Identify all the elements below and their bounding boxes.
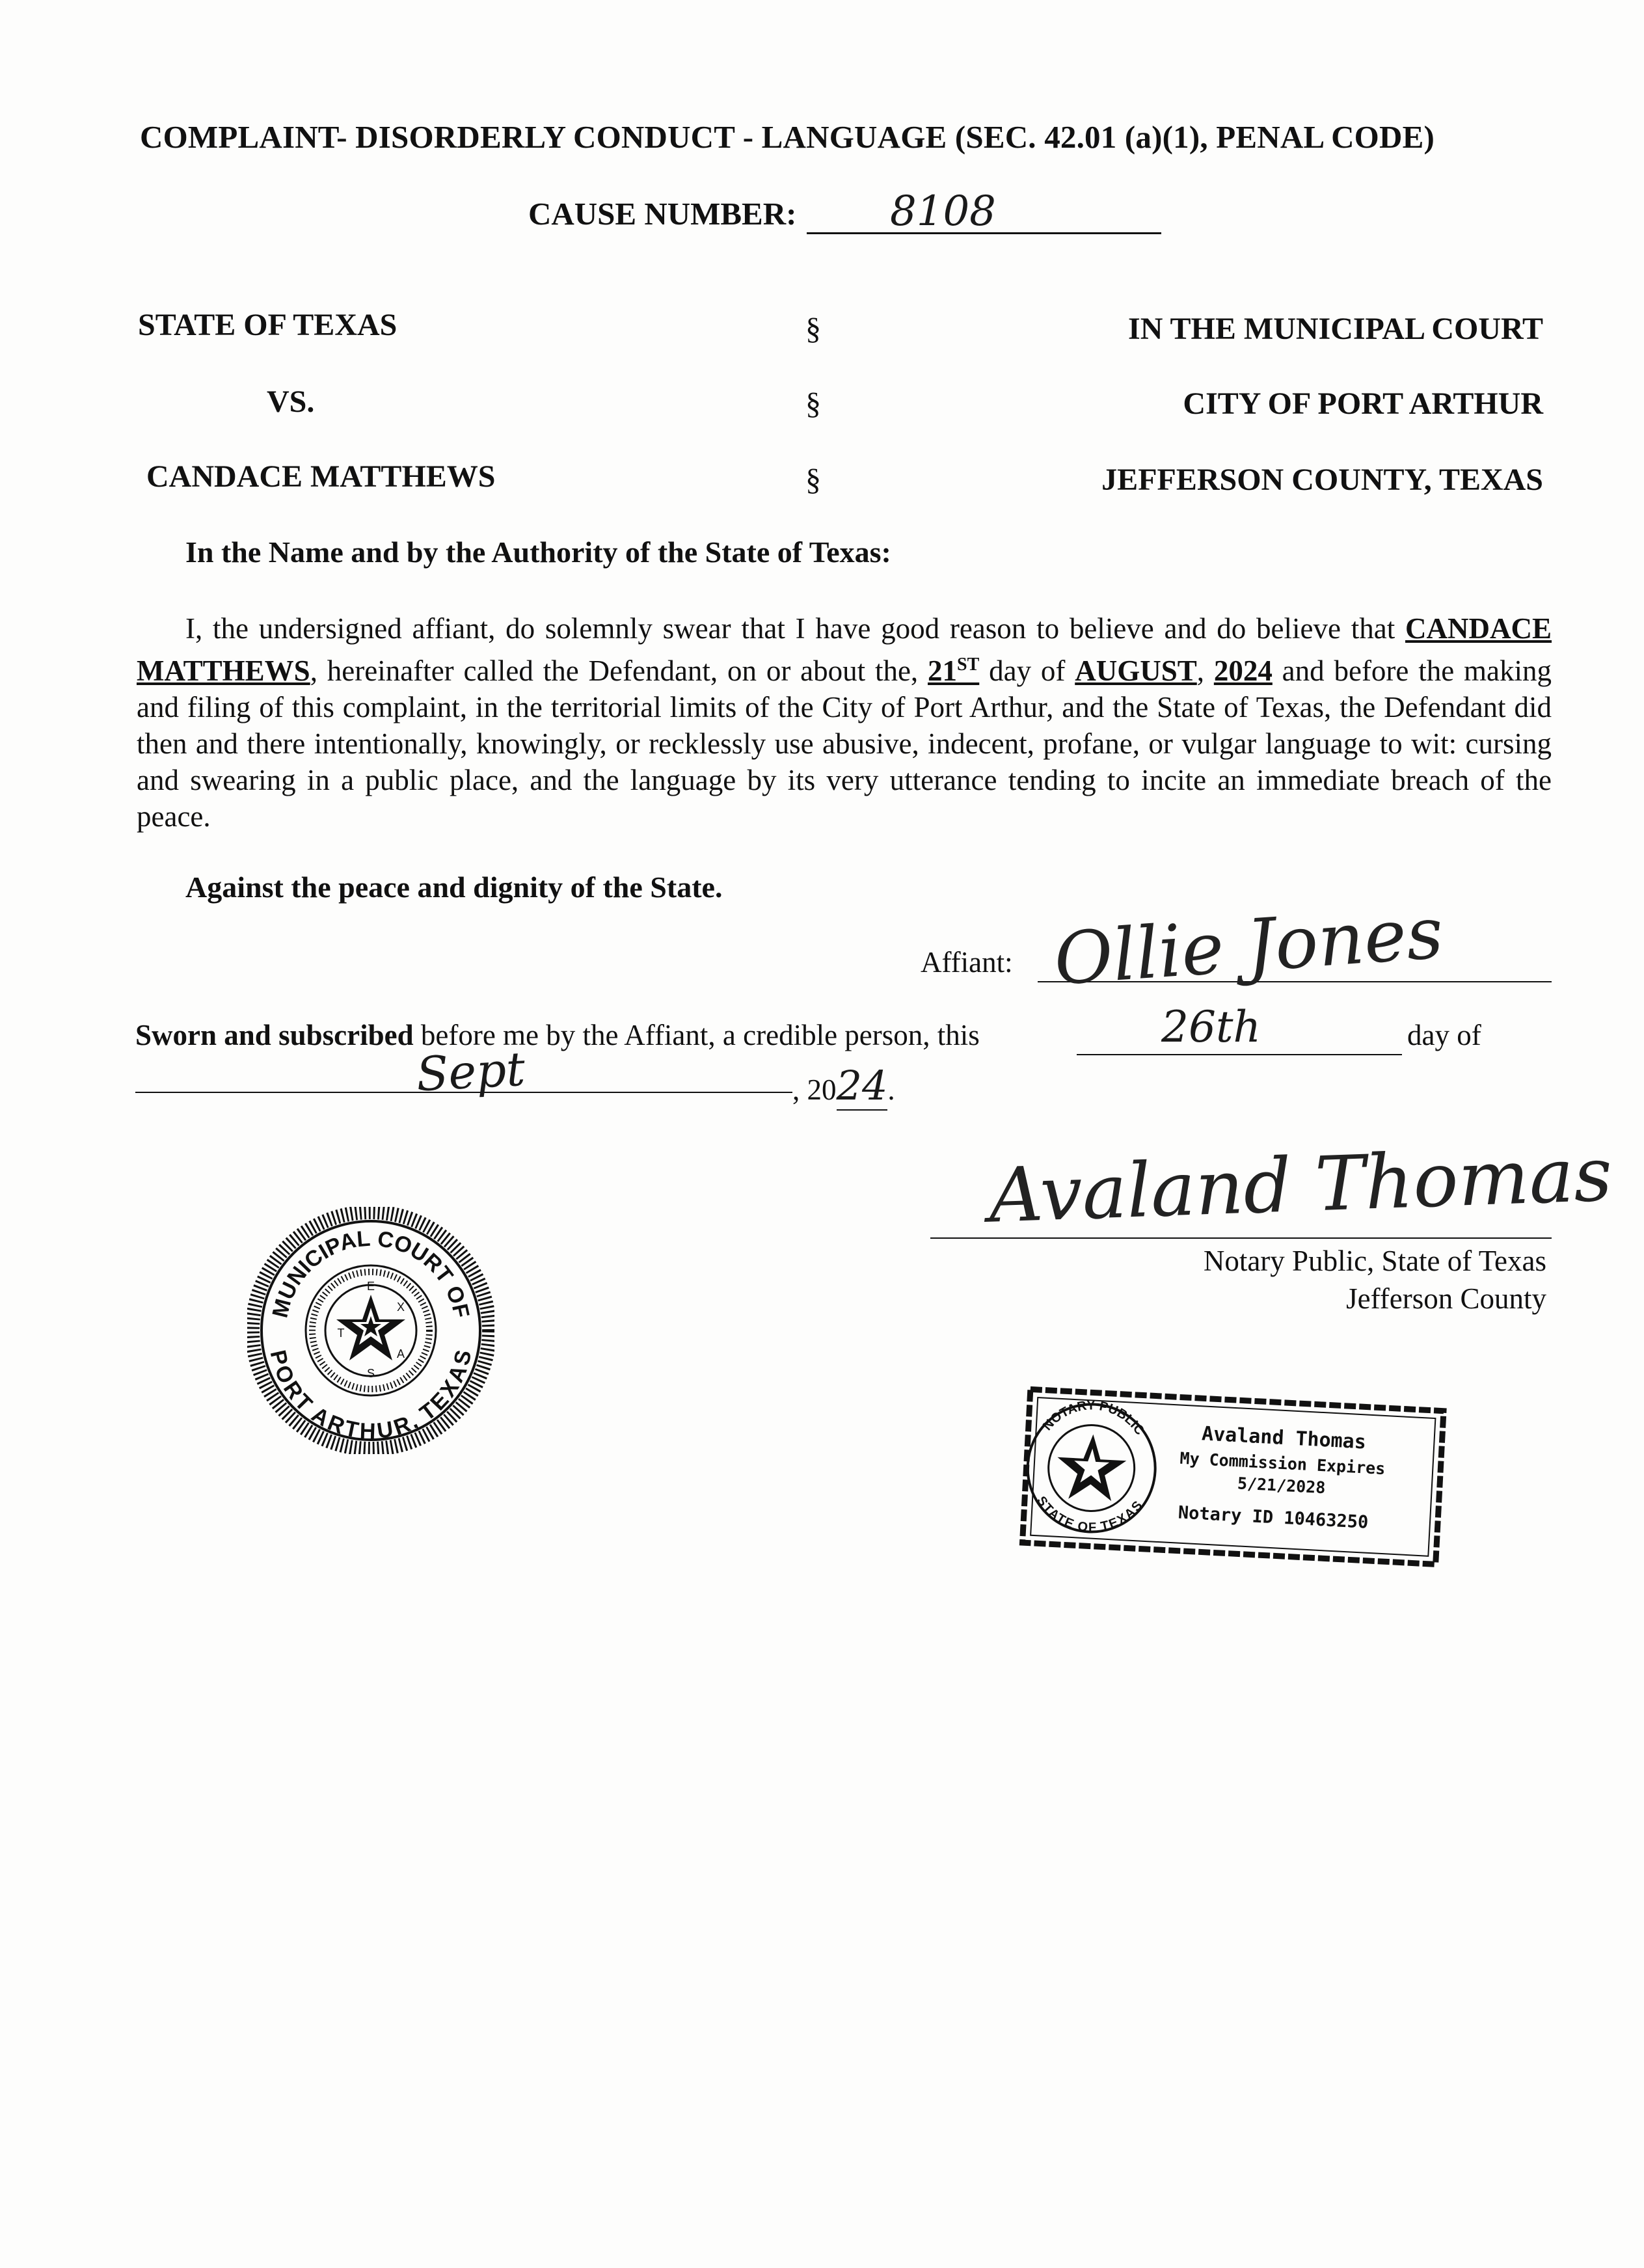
body-text: , bbox=[1196, 655, 1214, 687]
offense-month: AUGUST bbox=[1075, 655, 1197, 687]
sworn-year bbox=[792, 1062, 895, 1109]
notary-county: Jefferson County bbox=[1346, 1282, 1546, 1315]
affiant-signature: Ollie Jones bbox=[1051, 891, 1446, 1001]
section-symbol: § bbox=[805, 386, 821, 421]
stamp-ring-top: NOTARY PUBLIC bbox=[1040, 1398, 1147, 1438]
svg-text:E: E bbox=[366, 1280, 375, 1293]
stamp-commission: My Commission Expires bbox=[1179, 1448, 1386, 1479]
notary-stamp bbox=[1018, 1386, 1451, 1574]
against-line: Against the peace and dignity of the State. bbox=[185, 871, 723, 904]
body-text: and before the making and filing of this complaint, in the territorial limits of the City of Port Arthur, and the State of Texas, the Defendant did then and there intentionally, knowingly, or recklessly use abusive, indecent, profane, or vulgar language to wit: cursing and swearing in a public place, and the language by its very utterance tending to incite an immediate breach of the peace. bbox=[137, 655, 1552, 833]
sworn-bold: Sworn and subscribed bbox=[135, 1019, 414, 1051]
body-text: , hereinafter called the Defendant, on or about the, bbox=[310, 655, 928, 687]
offense-year: 2024 bbox=[1213, 655, 1273, 687]
section-symbol: § bbox=[805, 312, 821, 346]
notary-title: Notary Public, State of Texas bbox=[1203, 1245, 1546, 1277]
authority-line: In the Name and by the Authority of the State of Texas: bbox=[185, 535, 891, 569]
defendant-name: CANDACE MATTHEWS bbox=[137, 612, 1552, 687]
court-seal bbox=[247, 1207, 494, 1454]
body-text: day of bbox=[979, 655, 1075, 687]
svg-text:T: T bbox=[337, 1327, 345, 1340]
sworn-text: before me by the Affiant, a credible person, this bbox=[413, 1019, 980, 1051]
sworn-day-value: 26th bbox=[1161, 1002, 1261, 1052]
cause-number-value: 8108 bbox=[890, 187, 996, 236]
seal-bottom-text: PORT ARTHUR, TEXAS bbox=[265, 1347, 477, 1444]
seal-top-text: MUNICIPAL COURT OF bbox=[267, 1226, 474, 1321]
sworn-day-of: day of bbox=[1407, 1019, 1481, 1051]
offense-day-suffix: ST bbox=[957, 655, 980, 675]
cause-number-label: CAUSE NUMBER: bbox=[528, 196, 797, 232]
body-intro: I, the undersigned affiant, do solemnly swear that I have good reason to believe and do believe that bbox=[185, 612, 1395, 645]
complaint-body bbox=[137, 610, 1552, 835]
document-title: COMPLAINT- DISORDERLY CONDUCT - LANGUAGE (SEC. 42.01 (a)(1), PENAL CODE) bbox=[140, 119, 1435, 155]
caption-vs: VS. bbox=[267, 385, 315, 419]
year-end: . bbox=[887, 1073, 895, 1106]
stamp-expiry: 5/21/2028 bbox=[1237, 1474, 1327, 1498]
caption-city: CITY OF PORT ARTHUR bbox=[1183, 386, 1543, 421]
stamp-notary-id: Notary ID 10463250 bbox=[1178, 1502, 1369, 1533]
svg-text:X: X bbox=[396, 1301, 405, 1314]
sworn-month-value: Sept bbox=[414, 1041, 527, 1102]
section-symbol: § bbox=[805, 463, 821, 497]
notary-signature: Avaland Thomas bbox=[987, 1131, 1614, 1240]
offense-day-number: 21 bbox=[928, 655, 958, 687]
caption-court: IN THE MUNICIPAL COURT bbox=[1128, 312, 1543, 346]
sworn-day-line bbox=[1077, 1054, 1402, 1055]
year-value: 24 bbox=[836, 1062, 888, 1109]
offense-day bbox=[928, 655, 979, 687]
stamp-name: Avaland Thomas bbox=[1201, 1422, 1367, 1454]
notary-signature-line bbox=[930, 1237, 1552, 1239]
svg-text:S: S bbox=[366, 1367, 375, 1380]
caption-defendant: CANDACE MATTHEWS bbox=[146, 459, 496, 494]
caption-state: STATE OF TEXAS bbox=[138, 308, 398, 342]
stamp-ring-bottom: STATE OF TEXAS bbox=[1033, 1494, 1146, 1535]
caption-county: JEFFERSON COUNTY, TEXAS bbox=[1101, 463, 1543, 497]
affiant-label: Affiant: bbox=[921, 946, 1013, 979]
svg-text:A: A bbox=[396, 1347, 405, 1360]
sworn-statement bbox=[135, 1018, 980, 1052]
year-prefix: , 20 bbox=[792, 1073, 837, 1106]
